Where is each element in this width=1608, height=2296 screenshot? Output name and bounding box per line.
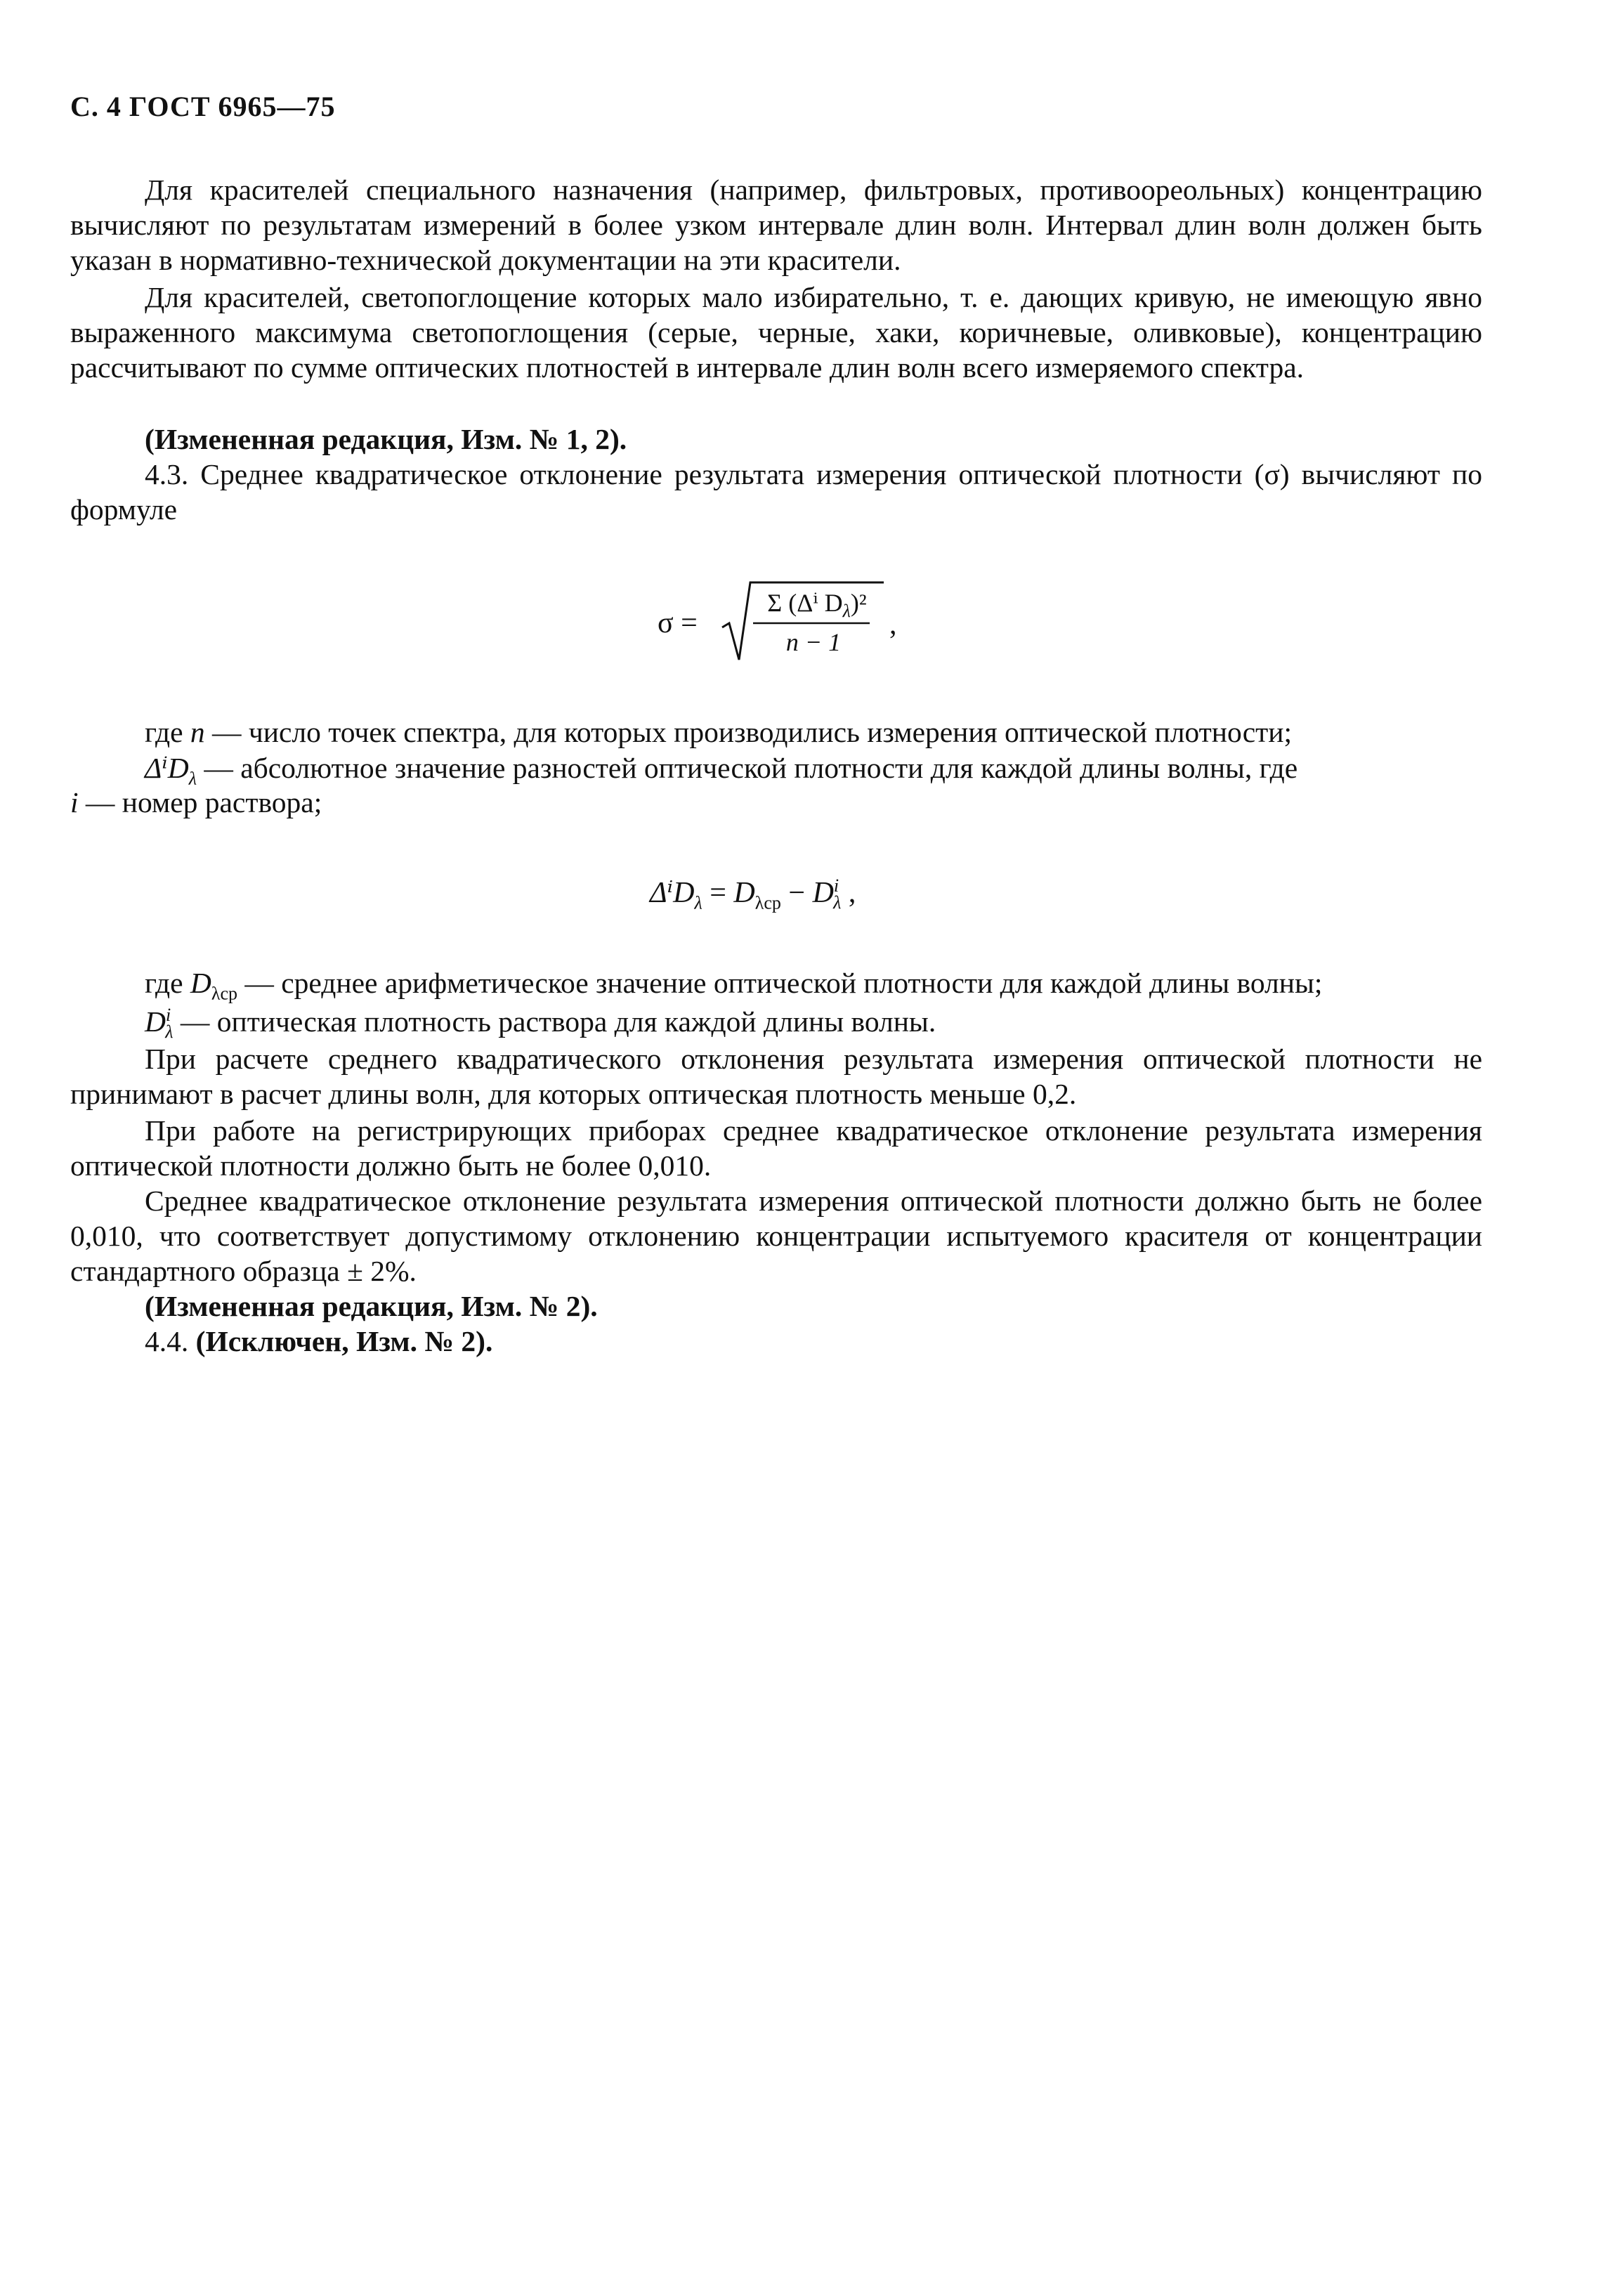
formula2-minus: − bbox=[788, 877, 806, 909]
formula2-d-mean: D bbox=[733, 877, 755, 909]
fraction-denominator: n − 1 bbox=[785, 628, 842, 656]
paragraph-calc-exclusion: При расчете среднего квадратического отклонения результата измерения оптической плотности не принимают в расчет длины волн, для которых оптическая плотность меньше 0,2. bbox=[70, 1043, 1482, 1110]
where-dmean-text: — среднее арифметическое значение оптической плотности для каждой длины волны; bbox=[244, 967, 1323, 999]
paragraph-low-selectivity-dyes: Для красителей, светопоглощение которых мало избирательно, т. е. дающих кривую, не имеющую явно выраженного максимума светопоглощения (серые, черные, хаки, коричневые, оливковые), концентрацию рассчитывают по сумме оптических плотностей в интервале длин волн всего измеряемого спектра. bbox=[70, 281, 1482, 384]
paragraph-4-4 bbox=[70, 1324, 1482, 1359]
where-di-line bbox=[145, 1005, 936, 1043]
clause-number: 4.4. bbox=[145, 1325, 189, 1357]
paragraph-special-dyes: Для красителей специального назначения (например, фильтровых, противоореольных) концентрацию вычисляют по результатам измерений в более узком интервале длин волн. Интервал длин волн должен быть указан в нормативно-технической документации на эти красители. bbox=[70, 174, 1482, 276]
variable-n: n bbox=[190, 716, 205, 748]
where-dmean-line bbox=[145, 966, 1322, 1004]
paragraph-recording-instruments: При работе на регистрирующих приборах среднее квадратическое отклонение результата измерения оптической плотности должно быть не более 0,010. bbox=[70, 1114, 1482, 1182]
where-prefix-2: где bbox=[145, 967, 183, 999]
formula-delta bbox=[650, 875, 856, 913]
formula2-lhs: ΔⁱD bbox=[650, 877, 695, 909]
amendment-note-1 bbox=[70, 422, 1482, 457]
variable-d-i: D bbox=[145, 1005, 166, 1038]
where-i-text: — номер раствора; bbox=[85, 786, 322, 818]
where-delta-text: — абсолютное значение разностей оптической плотности для каждой длины волны, где bbox=[204, 752, 1298, 784]
d-i-subscript: λ bbox=[165, 1022, 174, 1043]
where-n-text: — число точек спектра, для которых производились измерения оптической плотности; bbox=[212, 716, 1293, 748]
formula2-d-i: D bbox=[812, 877, 834, 909]
fraction-numerator bbox=[757, 588, 877, 622]
d-mean-subscript: λср bbox=[211, 983, 238, 1004]
where-di-text: — оптическая плотность раствора для каждой длины волны. bbox=[180, 1005, 936, 1038]
amendment-note-2 bbox=[70, 1289, 1482, 1324]
variable-delta-d: ΔⁱD bbox=[145, 752, 189, 784]
clause-excluded-text: (Исключен, Изм. № 2). bbox=[195, 1325, 493, 1357]
formula2-d-i-superscript: i bbox=[833, 875, 839, 896]
where-i-line bbox=[70, 785, 322, 819]
formula2-d-mean-subscript: λср bbox=[754, 892, 781, 913]
paragraph-deviation-limit: Среднее квадратическое отклонение результата измерения оптической плотности должно быть не более 0,010, что соответствует допустимому отклонению концентрации испытуемого красителя от концентрации стандартного образца ± 2%. bbox=[70, 1185, 1482, 1287]
where-delta-line bbox=[145, 750, 1297, 789]
formula2-equals: = bbox=[710, 877, 726, 909]
formula2-d-i-subscript: λ bbox=[833, 892, 842, 913]
numerator-tail: )² bbox=[850, 589, 867, 617]
page-header: С. 4 ГОСТ 6965—75 bbox=[70, 91, 336, 122]
variable-i: i bbox=[70, 786, 79, 818]
numerator-text: Σ (Δⁱ D bbox=[767, 589, 843, 617]
delta-d-subscript: λ bbox=[188, 768, 197, 789]
formula2-comma: , bbox=[848, 877, 856, 909]
numerator-subscript: λ bbox=[842, 601, 851, 622]
amendment-text: (Измененная редакция, Изм. № 1, 2). bbox=[145, 423, 627, 455]
paragraph-4-3: 4.3. Среднее квадратическое отклонение результата измерения оптической плотности (σ) вычисляют по формуле bbox=[70, 458, 1482, 526]
d-i-superscript: i bbox=[165, 1005, 171, 1026]
amendment-text-2: (Измененная редакция, Изм. № 2). bbox=[145, 1290, 598, 1322]
variable-d-mean: D bbox=[190, 967, 211, 999]
where-prefix: где bbox=[145, 716, 183, 748]
formula2-lhs-subscript: λ bbox=[694, 892, 702, 913]
where-n-line bbox=[145, 715, 1292, 749]
formula-sigma bbox=[652, 573, 975, 671]
formula-lhs: σ = bbox=[658, 607, 698, 639]
formula-comma: , bbox=[889, 608, 897, 641]
